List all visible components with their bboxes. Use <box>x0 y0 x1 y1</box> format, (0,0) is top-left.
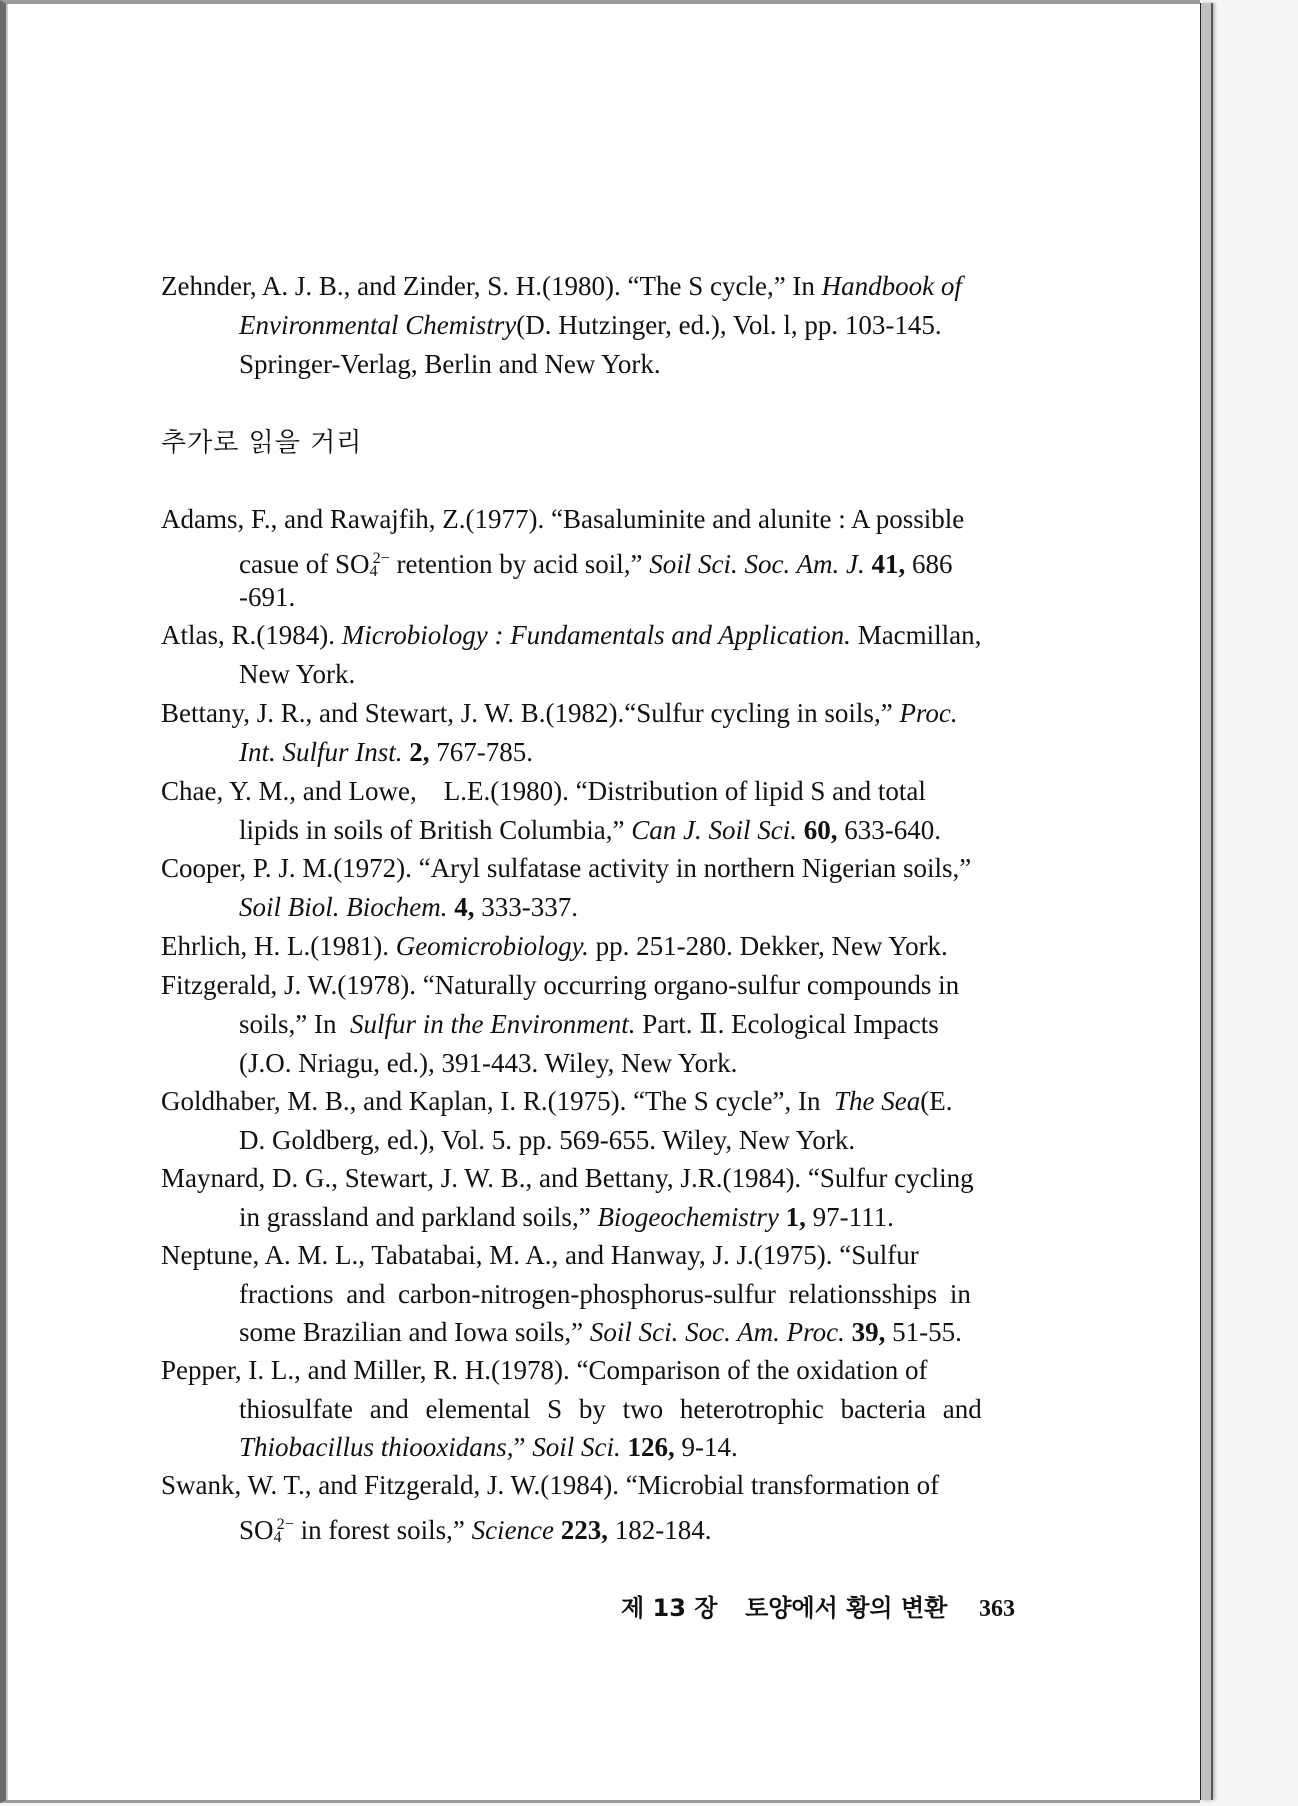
reference-line: Atlas, R.(1984). Microbiology : Fundamentals and Application. Macmillan, <box>161 620 982 650</box>
reference-line: Cooper, P. J. M.(1972). “Aryl sulfatase activity in northern Nigerian soils,” <box>161 853 972 883</box>
reference-line: lipids in soils of British Columbia,” Can J. Soil Sci. 60, 633-640. <box>239 815 941 845</box>
reference-volume: 126, <box>620 1432 675 1462</box>
reference-volume: 1, <box>778 1202 806 1232</box>
reference-line: New York. <box>239 659 356 689</box>
reference-line: Neptune, A. M. L., Tabatabai, M. A., and Hanway, J. J.(1975). “Sulfur <box>161 1240 919 1270</box>
reference-line: Thiobacillus thiooxidans,” Soil Sci. 126, 9-14. <box>239 1432 738 1462</box>
reference-line: $SO4^{2-}$ in forest soils,” Science 223, 182-184. <box>239 1515 712 1546</box>
reference-line: in grassland and parkland soils,” Biogeochemistry 1, 97-111. <box>239 1202 894 1232</box>
reference-source: Handbook of <box>821 271 962 301</box>
reference-organism: Thiobacillus thiooxidans, <box>239 1432 514 1462</box>
reference-line: thiosulfate and elemental S by two heterotrophic bacteria and <box>239 1394 982 1424</box>
reference-source: Soil Sci. Soc. Am. Proc. <box>589 1317 845 1347</box>
page-number: 363 <box>978 1596 1015 1622</box>
reference-line: Chae, Y. M., and Lowe, L.E.(1980). “Distribution of lipid S and total <box>161 776 926 806</box>
running-footer <box>621 1588 1015 1623</box>
reference-volume: 39, <box>844 1317 886 1347</box>
reference-line: fractions and carbon-nitrogen-phosphorus-sulfur relationsships in <box>239 1279 971 1309</box>
reference-line: Zehnder, A. J. B., and Zinder, S. H.(1980). “The S cycle,” In Handbook of <box>161 271 962 301</box>
book-spine-edge <box>1200 3 1213 1800</box>
reference-line: Springer-Verlag, Berlin and New York. <box>239 349 661 379</box>
reference-source: Microbiology : Fundamentals and Application. <box>341 620 851 650</box>
reference-line: Goldhaber, M. B., and Kaplan, I. R.(1975). “The S cycle”, In The Sea(E. <box>161 1086 953 1116</box>
reference-line: Swank, W. T., and Fitzgerald, J. W.(1984). “Microbial transformation of <box>161 1470 940 1500</box>
reference-line: Adams, F., and Rawajfih, Z.(1977). “Basaluminite and alunite : A possible <box>161 504 965 534</box>
reference-volume: 2, <box>402 737 430 767</box>
reference-volume: 41, <box>864 549 906 579</box>
reference-line: (J.O. Nriagu, ed.), 391-443. Wiley, New York. <box>239 1048 738 1078</box>
reference-source: Proc. <box>899 698 958 728</box>
reference-line: Soil Biol. Biochem. 4, 333-337. <box>239 892 578 922</box>
reference-source: Int. Sulfur Inst. <box>239 737 403 767</box>
reference-line: Pepper, I. L., and Miller, R. H.(1978). “Comparison of the oxidation of <box>161 1355 928 1385</box>
reference-source: Biogeochemistry <box>597 1202 779 1232</box>
reference-line: soils,” In Sulfur in the Environment. Part. Ⅱ. Ecological Impacts <box>239 1009 939 1039</box>
reference-source: Geomicrobiology. <box>395 931 589 961</box>
reference-volume: 60, <box>797 815 838 845</box>
reference-line: Maynard, D. G., Stewart, J. W. B., and Bettany, J.R.(1984). “Sulfur cycling <box>161 1163 974 1193</box>
reference-line: Environmental Chemistry(D. Hutzinger, ed.), Vol. l, pp. 103-145. <box>239 310 942 340</box>
reference-source: Soil Biol. Biochem. <box>239 892 448 922</box>
reference-volume: 223, <box>554 1515 609 1545</box>
reference-source: Science <box>471 1515 555 1545</box>
reference-line: some Brazilian and Iowa soils,” Soil Sci. Soc. Am. Proc. 39, 51-55. <box>239 1317 962 1347</box>
reference-source: The Sea <box>833 1086 921 1116</box>
reference-source: Soil Sci. <box>532 1432 621 1462</box>
section-heading: 추가로 읽을 거리 <box>161 428 363 458</box>
reference-source: Environmental Chemistry <box>239 310 517 340</box>
reference-line: Bettany, J. R., and Stewart, J. W. B.(1982).“Sulfur cycling in soils,” Proc. <box>161 698 958 728</box>
footer-chapter-title: 토양에서 황의 변환 <box>745 1594 948 1622</box>
reference-line: casue of $SO4^{2-}$ retention by acid soil,” Soil Sci. Soc. Am. J. 41, 686 <box>239 549 953 580</box>
reference-line: -691. <box>239 582 296 612</box>
reference-source: Can J. Soil Sci. <box>631 815 797 845</box>
reference-source: Sulfur in the Environment. <box>350 1009 636 1039</box>
reference-line: Int. Sulfur Inst. 2, 767-785. <box>239 737 534 767</box>
footer-chapter: 제 13 장 <box>621 1594 718 1622</box>
reference-line: Fitzgerald, J. W.(1978). “Naturally occurring organo-sulfur compounds in <box>161 970 960 1000</box>
reference-source: Soil Sci. Soc. Am. J. <box>649 549 865 579</box>
reference-volume: 4, <box>447 892 475 922</box>
reference-line: D. Goldberg, ed.), Vol. 5. pp. 569-655. Wiley, New York. <box>239 1125 856 1155</box>
reference-line: Ehrlich, H. L.(1981). Geomicrobiology. pp. 251-280. Dekker, New York. <box>161 931 948 961</box>
